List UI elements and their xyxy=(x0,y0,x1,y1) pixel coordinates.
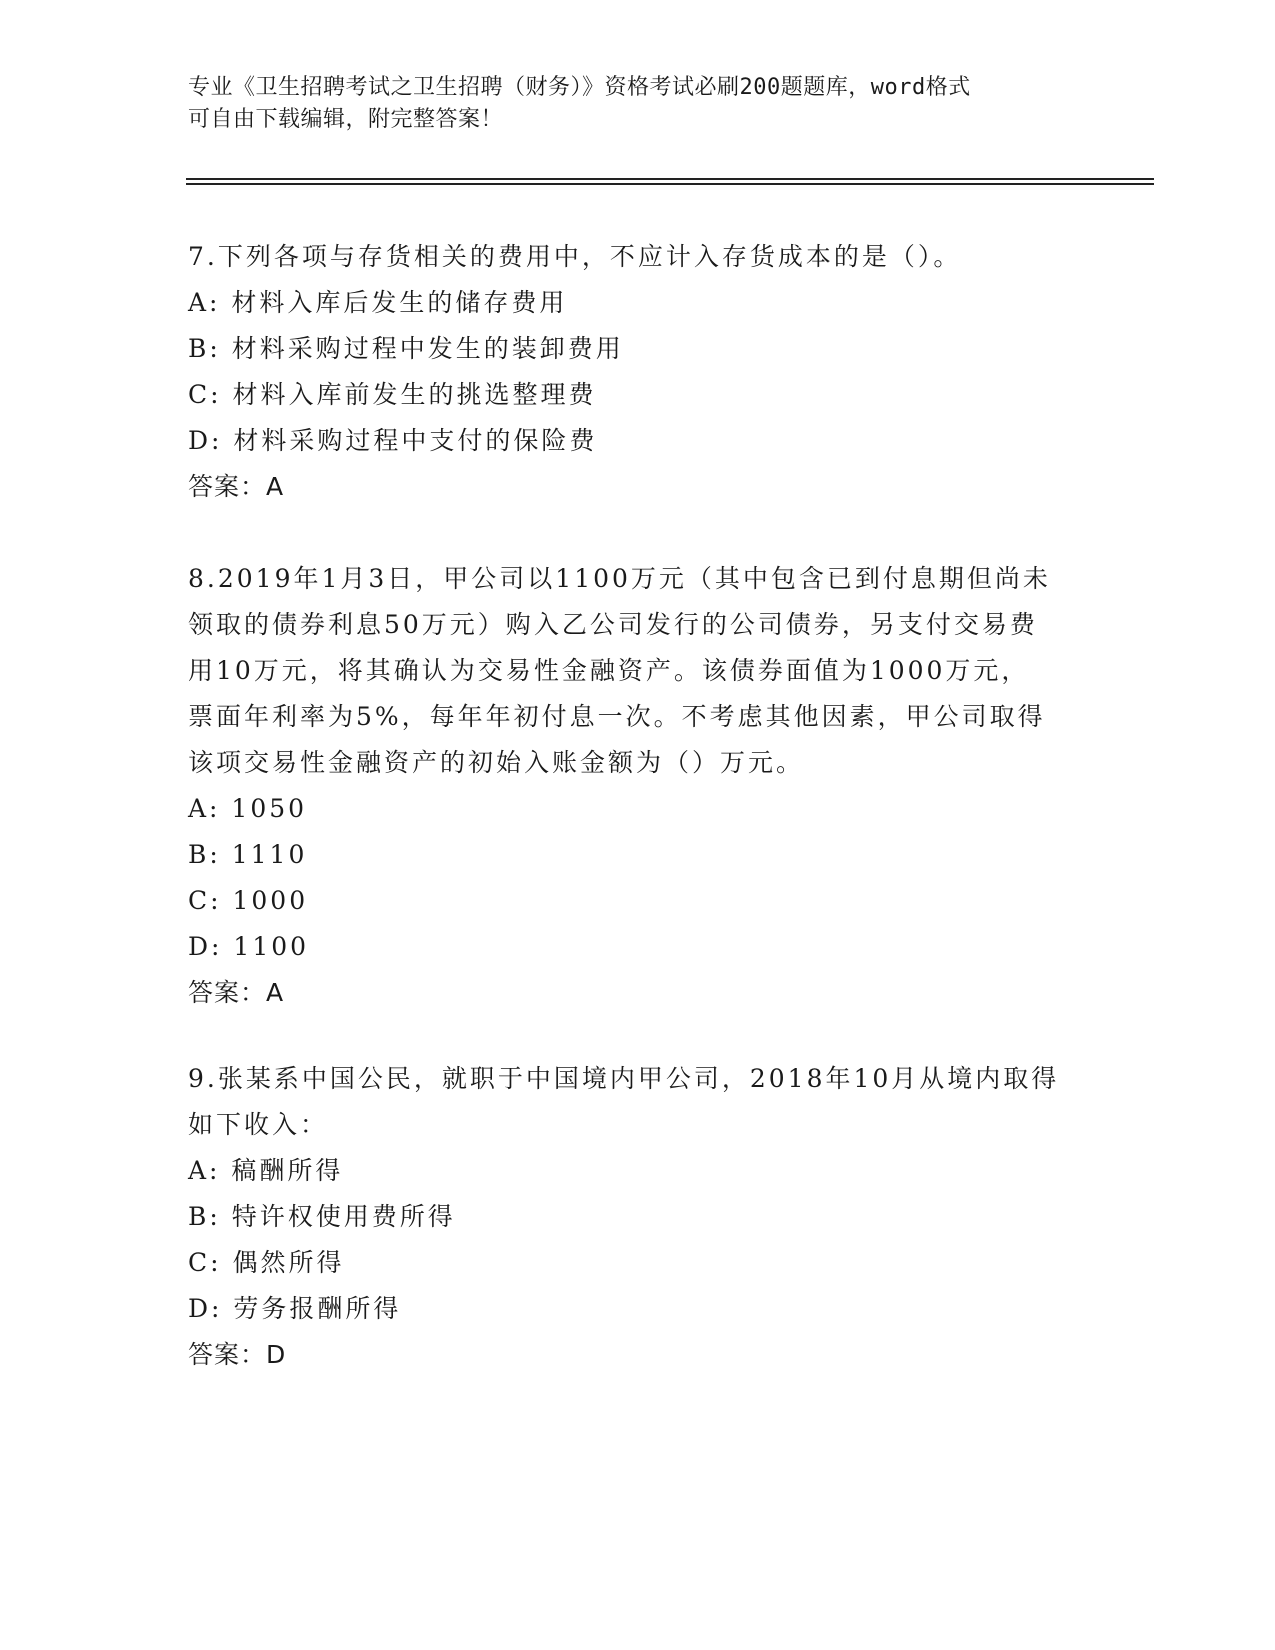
question-stem-line: 用10万元，将其确认为交易性金融资产。该债券面值为1000万元， xyxy=(188,656,1030,685)
option-b: B: 材料采购过程中发生的装卸费用 xyxy=(188,334,624,363)
option-b: B: 1110 xyxy=(188,840,308,869)
option-d: D: 材料采购过程中支付的保险费 xyxy=(188,426,598,455)
question-stem-line: 该项交易性金融资产的初始入账金额为（）万元。 xyxy=(188,748,805,777)
option-a: A: 稿酬所得 xyxy=(188,1156,344,1185)
answer-line: 答案：D xyxy=(188,1340,287,1369)
question-9 xyxy=(188,1056,1088,1378)
option-c: C: 偶然所得 xyxy=(188,1248,345,1277)
document-header xyxy=(188,72,1088,136)
option-d: D: 1100 xyxy=(188,932,310,961)
answer-line: 答案：A xyxy=(188,978,285,1007)
question-stem-line: 8.2019年1月3日，甲公司以1100万元（其中包含已到付息期但尚未 xyxy=(188,564,1051,593)
option-c: C: 1000 xyxy=(188,886,309,915)
question-stem-line: 如下收入： xyxy=(188,1110,329,1139)
answer-line: 答案：A xyxy=(188,472,285,501)
option-d: D: 劳务报酬所得 xyxy=(188,1294,402,1323)
header-divider-bottom xyxy=(186,183,1154,185)
question-stem-line: 票面年利率为5%，每年年初付息一次。不考虑其他因素，甲公司取得 xyxy=(188,702,1046,731)
question-stem-line: 领取的债券利息50万元）购入乙公司发行的公司债券，另支付交易费 xyxy=(188,610,1038,639)
option-a: A: 1050 xyxy=(188,794,308,823)
option-a: A: 材料入库后发生的储存费用 xyxy=(188,288,568,317)
header-line-2: 可自由下载编辑，附完整答案！ xyxy=(188,107,504,132)
header-line-1: 专业《卫生招聘考试之卫生招聘（财务）》资格考试必刷200题题库，word格式 xyxy=(188,75,971,100)
option-c: C: 材料入库前发生的挑选整理费 xyxy=(188,380,597,409)
question-stem-line: 9.张某系中国公民，就职于中国境内甲公司，2018年10月从境内取得 xyxy=(188,1064,1060,1093)
question-7 xyxy=(188,234,1088,510)
option-b: B: 特许权使用费所得 xyxy=(188,1202,456,1231)
question-8 xyxy=(188,556,1088,1016)
question-stem-line: 7.下列各项与存货相关的费用中，不应计入存货成本的是（）。 xyxy=(188,242,962,271)
header-divider-top xyxy=(186,178,1154,180)
